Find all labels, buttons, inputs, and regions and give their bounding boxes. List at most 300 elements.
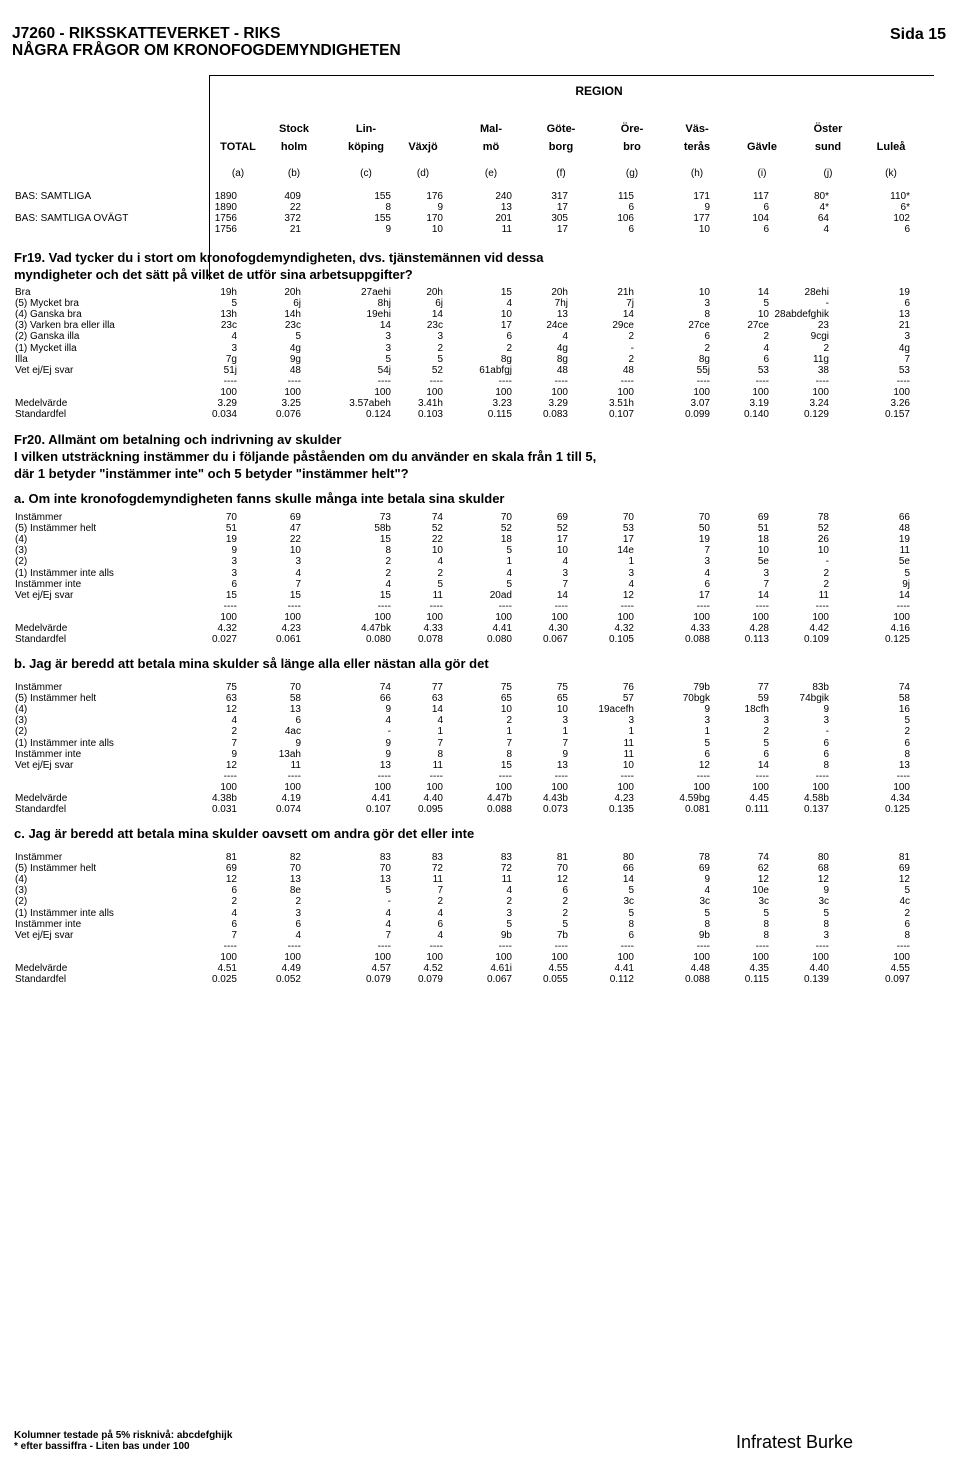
table-cell: 4 <box>562 331 568 343</box>
table-cell: 100 <box>693 611 710 623</box>
table-cell: 6 <box>506 331 512 343</box>
table-cell: 70 <box>379 863 391 875</box>
table-cell: 0.139 <box>803 974 829 986</box>
table-cell: 5 <box>763 907 769 919</box>
table-cell: 1756 <box>214 224 237 235</box>
table-cell: 100 <box>374 386 391 398</box>
table-cell: 2 <box>823 342 829 354</box>
table-cell: 2 <box>231 726 237 738</box>
table-cell: 62 <box>757 863 769 875</box>
table-cell: 48 <box>622 364 634 376</box>
row-label: (5) Instämmer helt <box>15 523 97 535</box>
table-cell: 6 <box>437 918 443 930</box>
table-cell: 0.111 <box>745 804 769 816</box>
table-cell: ---- <box>815 600 829 612</box>
table-cell: 2 <box>704 342 710 354</box>
table-cell: 100 <box>495 386 512 398</box>
table-cell: 19acefh <box>598 704 634 716</box>
table-cell: 0.095 <box>417 804 443 816</box>
table-cell: ---- <box>755 375 769 387</box>
table-cell: 5 <box>763 737 769 749</box>
table-cell: 23c <box>284 320 301 332</box>
table-cell: 0.113 <box>744 634 769 646</box>
table-cell: 5e <box>757 556 769 568</box>
table-cell: 100 <box>220 781 237 793</box>
table-cell: 8e <box>289 885 301 897</box>
table-cell: 5 <box>506 578 512 590</box>
table-cell: 3c <box>623 896 634 908</box>
table-cell: 3.23 <box>492 398 512 409</box>
column-letter: (i) <box>757 168 767 179</box>
table-cell: 3.25 <box>281 398 301 409</box>
table-cell: 11 <box>432 759 443 771</box>
table-cell: 70bgk <box>682 693 710 705</box>
table-cell: 100 <box>551 781 568 793</box>
table-cell: 6 <box>628 929 634 941</box>
table-cell: 201 <box>495 213 512 224</box>
table-cell: 69 <box>698 863 710 875</box>
table-cell: 83 <box>379 852 391 863</box>
table-cell: 80* <box>813 191 829 202</box>
table-cell: 64 <box>817 213 829 224</box>
table-cell: 0.109 <box>803 634 829 646</box>
table-cell: 2 <box>506 896 512 908</box>
table-cell: 74bgik <box>799 693 829 705</box>
table-cell: 9 <box>437 202 443 213</box>
table-cell: 4 <box>437 907 443 919</box>
table-cell: 305 <box>551 213 568 224</box>
table-cell: 9 <box>231 748 237 760</box>
table-cell: 117 <box>753 191 769 202</box>
table-cell: 14 <box>757 589 769 601</box>
table-cell: 7 <box>231 929 237 941</box>
table-cell: ---- <box>377 770 391 782</box>
table-cell: 100 <box>752 611 769 623</box>
table-cell: 66 <box>622 863 634 875</box>
table-cell: 4 <box>704 885 710 897</box>
table-cell: 8 <box>763 918 769 930</box>
column-letter: (h) <box>690 168 704 179</box>
table-cell: 1890 <box>214 191 237 202</box>
table-cell: 11 <box>501 224 512 235</box>
table-cell: 11 <box>290 759 301 771</box>
table-cell: 100 <box>374 951 391 963</box>
table-cell: 3 <box>628 567 634 579</box>
table-cell: 409 <box>284 191 301 202</box>
question-title <box>14 656 489 672</box>
row-label: (3) <box>15 715 28 727</box>
table-cell: 19 <box>225 534 237 546</box>
table-cell: 14 <box>757 287 769 298</box>
table-cell: 4.42 <box>809 623 829 634</box>
table-cell: 51j <box>223 364 237 376</box>
question-title-line: Fr20. Allmänt om betalning och indrivning av skulder <box>14 432 342 447</box>
table-cell: 104 <box>752 213 769 224</box>
row-label: (2) <box>15 556 28 568</box>
table-cell: 80 <box>817 852 829 863</box>
table-cell: 100 <box>893 951 910 963</box>
column-header: TOTAL <box>220 141 256 153</box>
table-cell: 59 <box>757 693 769 705</box>
row-label: (4) <box>15 704 28 716</box>
table-cell: 9 <box>823 704 829 716</box>
table-cell: 5 <box>628 907 634 919</box>
table-cell: 38 <box>817 364 829 376</box>
table-cell: 100 <box>617 611 634 623</box>
table-cell: ---- <box>498 940 512 952</box>
table-cell: 5 <box>628 885 634 897</box>
question-title <box>14 826 474 842</box>
table-cell: 16 <box>898 704 910 716</box>
row-label: Medelvärde <box>15 963 68 974</box>
table-cell: 2 <box>628 331 634 343</box>
table-cell: 11 <box>818 589 829 601</box>
table-cell: 9 <box>385 748 391 760</box>
table-cell: 4 <box>231 331 237 343</box>
row-label: Standardfel <box>15 804 67 816</box>
row-label: (1) Instämmer inte alls <box>15 737 114 749</box>
table-cell: ---- <box>554 600 568 612</box>
table-cell: 155 <box>374 191 391 202</box>
table-cell: 100 <box>284 611 301 623</box>
table-cell: 3.29 <box>217 398 237 409</box>
table-cell: 100 <box>752 386 769 398</box>
table-cell: 14 <box>431 309 443 321</box>
table-cell: - <box>630 342 634 354</box>
column-header-top: Öre- <box>620 123 644 135</box>
table-cell: 4 <box>295 929 301 941</box>
table-cell: 19 <box>898 534 910 546</box>
table-cell: 4.61i <box>490 963 512 974</box>
table-cell: 0.052 <box>275 974 301 986</box>
table-cell: 69 <box>757 512 769 523</box>
table-cell: 10e <box>752 885 769 897</box>
table-cell: 5 <box>704 737 710 749</box>
table-cell: 17 <box>622 534 634 546</box>
table-cell: 10 <box>431 224 443 235</box>
table-cell: 75 <box>500 682 512 693</box>
table-cell: 9 <box>231 545 237 557</box>
table-cell: 79b <box>693 682 710 693</box>
table-cell: 8 <box>823 918 829 930</box>
table-cell: 77 <box>431 682 443 693</box>
table-cell: 6 <box>295 918 301 930</box>
table-cell: 0.124 <box>365 409 391 421</box>
table-cell: 9 <box>385 704 391 716</box>
table-cell: 0.129 <box>803 409 829 421</box>
table-cell: 52 <box>556 523 568 535</box>
row-label: Vet ej/Ej svar <box>15 759 74 771</box>
table-cell: 4.32 <box>614 623 634 634</box>
table-cell: 4 <box>231 715 237 727</box>
table-cell: 7 <box>295 578 301 590</box>
question-title-line: c. Jag är beredd att betala mina skulder oavsett om andra gör det eller inte <box>14 826 475 841</box>
table-cell: 0.079 <box>417 974 443 986</box>
table-cell: ---- <box>429 940 443 952</box>
table-cell: 11 <box>899 545 910 557</box>
table-cell: 2 <box>385 567 391 579</box>
table-cell: 0.103 <box>417 409 443 421</box>
table-cell: 3c <box>758 896 769 908</box>
table-cell: 52 <box>431 364 443 376</box>
table-cell: 3.19 <box>749 398 769 409</box>
table-cell: 100 <box>284 386 301 398</box>
table-cell: 2 <box>628 353 634 365</box>
table-cell: 5 <box>904 567 910 579</box>
table-cell: 61abfgj <box>479 364 512 376</box>
table-cell: 66 <box>898 512 910 523</box>
table-cell: 3 <box>385 331 391 343</box>
table-cell: 15 <box>379 589 391 601</box>
table-cell: 27ce <box>688 320 710 332</box>
table-cell: 4.55 <box>548 963 568 974</box>
column-header: köping <box>347 141 385 153</box>
table-cell: 8 <box>763 929 769 941</box>
table-cell: 14e <box>617 545 634 557</box>
row-label: Medelvärde <box>15 793 68 804</box>
table-cell: ---- <box>620 940 634 952</box>
table-cell: 8 <box>385 202 391 213</box>
table-cell: 70 <box>622 512 634 523</box>
table-cell: 6 <box>231 578 237 590</box>
table-cell: 70 <box>289 682 301 693</box>
table-cell: 100 <box>374 781 391 793</box>
table-cell: 0.105 <box>608 634 634 646</box>
table-cell: ---- <box>620 375 634 387</box>
table-cell: 2 <box>506 342 512 354</box>
table-cell: 20ad <box>489 589 512 601</box>
table-cell: 3 <box>704 715 710 727</box>
table-cell: 9j <box>902 578 910 590</box>
table-cell: 1 <box>628 726 634 738</box>
table-cell: 4.47bk <box>360 623 391 634</box>
column-header-top: Väs- <box>685 123 709 135</box>
table-cell: 9 <box>385 224 391 235</box>
table-cell: 7 <box>437 885 443 897</box>
table-cell: 2 <box>823 578 829 590</box>
column-header: holm <box>280 141 308 153</box>
table-cell: ---- <box>287 940 301 952</box>
table-cell: 29ce <box>612 320 634 332</box>
table-cell: 3 <box>231 342 237 354</box>
row-label: (3) <box>15 545 28 557</box>
table-cell: 55j <box>696 364 710 376</box>
table-cell: 20h <box>284 287 301 298</box>
table-cell: 2 <box>506 715 512 727</box>
table-cell: 4.52 <box>423 963 443 974</box>
column-letter: (e) <box>484 168 498 179</box>
row-label: Illa <box>15 353 28 365</box>
table-cell: ---- <box>498 600 512 612</box>
table-cell: 8 <box>904 929 910 941</box>
row-label: (3) Varken bra eller illa <box>15 320 115 332</box>
table-cell: 4.33 <box>690 623 710 634</box>
table-cell: 65 <box>500 693 512 705</box>
table-cell: 6 <box>704 331 710 343</box>
table-cell: 6* <box>900 202 910 213</box>
table-cell: - <box>387 726 391 738</box>
table-cell: 4.30 <box>548 623 568 634</box>
table-cell: 3 <box>562 715 568 727</box>
table-cell: 6 <box>704 748 710 760</box>
column-header: Växjö <box>408 141 438 153</box>
table-cell: 68 <box>817 863 829 875</box>
table-cell: 81 <box>225 852 237 863</box>
table-cell: ---- <box>223 940 237 952</box>
table-cell: 0.115 <box>487 409 512 421</box>
table-cell: ---- <box>554 770 568 782</box>
table-cell: 4.41 <box>614 963 634 974</box>
table-cell: 18 <box>757 534 769 546</box>
table-cell: 4.43b <box>542 793 568 804</box>
table-cell: 8 <box>904 748 910 760</box>
table-cell: 3.51h <box>608 398 634 409</box>
table-cell: 3.07 <box>690 398 710 409</box>
table-cell: 10 <box>757 309 769 321</box>
table-cell: 7 <box>562 737 568 749</box>
table-cell: 5 <box>437 353 443 365</box>
table-cell: 5 <box>231 298 237 310</box>
column-header: Gävle <box>747 141 777 153</box>
table-cell: 3 <box>562 567 568 579</box>
table-cell: 9cgi <box>810 331 829 343</box>
table-cell: ---- <box>429 770 443 782</box>
table-cell: ---- <box>223 600 237 612</box>
table-cell: 4.59bg <box>679 793 710 804</box>
row-label: Medelvärde <box>15 623 68 634</box>
table-cell: 7 <box>704 545 710 557</box>
table-cell: 10 <box>817 545 829 557</box>
table-cell: 4ac <box>284 726 301 738</box>
table-cell: 170 <box>426 213 443 224</box>
question-title-line: myndigheter och det sätt på vilket de utför sina arbetsuppgifter? <box>14 267 413 282</box>
row-label: (4) Ganska bra <box>15 309 82 321</box>
table-cell: 155 <box>374 213 391 224</box>
question-title <box>14 432 596 508</box>
footnote-significance: Kolumner testade på 5% risknivå: abcdefghijk <box>14 1430 233 1441</box>
table-cell: 7 <box>763 578 769 590</box>
table-cell: 74 <box>757 852 769 863</box>
table-cell: 8g <box>556 353 568 365</box>
column-header: sund <box>814 141 842 153</box>
table-cell: 100 <box>812 386 829 398</box>
table-cell: 8 <box>704 918 710 930</box>
table-cell: 4.32 <box>217 623 237 634</box>
column-header-top: Lin- <box>355 123 377 135</box>
table-cell: 53 <box>898 364 910 376</box>
table-cell: ---- <box>696 940 710 952</box>
table-cell: 4.55 <box>890 963 910 974</box>
question-title-line <box>14 483 596 491</box>
table-cell: 4.57 <box>371 963 391 974</box>
table-cell: 5 <box>904 715 910 727</box>
table-cell: 4 <box>231 907 237 919</box>
table-cell: 6 <box>763 224 769 235</box>
column-letter: (a) <box>231 168 245 179</box>
table-cell: 7 <box>231 737 237 749</box>
table-cell: 100 <box>617 781 634 793</box>
table-cell: 4 <box>437 715 443 727</box>
table-cell: 20h <box>551 287 568 298</box>
table-cell: 1756 <box>214 213 237 224</box>
table-cell: 10 <box>500 309 512 321</box>
table-cell: 5e <box>898 556 910 568</box>
table-cell: 11 <box>623 748 634 760</box>
table-cell: 26 <box>817 534 829 546</box>
table-cell: 372 <box>284 213 301 224</box>
row-label: (5) Mycket bra <box>15 298 79 310</box>
table-cell: 9 <box>704 704 710 716</box>
table-cell: 2 <box>385 556 391 568</box>
table-cell: 8 <box>704 309 710 321</box>
table-cell: 9g <box>289 353 301 365</box>
table-cell: 2 <box>562 907 568 919</box>
question-title-line: där 1 betyder "instämmer inte" och 5 betyder "instämmer helt"? <box>14 466 409 481</box>
table-cell: 15 <box>500 759 512 771</box>
table-cell: 78 <box>817 512 829 523</box>
table-cell: - <box>387 896 391 908</box>
table-cell: 2 <box>763 331 769 343</box>
table-cell: 0.061 <box>275 634 301 646</box>
question-title-line: b. Jag är beredd att betala mina skulder så länge alla eller nästan alla gör det <box>14 656 489 671</box>
table-cell: 28ehi <box>804 287 829 298</box>
table-cell: 5 <box>904 885 910 897</box>
table-cell: 9 <box>823 885 829 897</box>
table-cell: ---- <box>498 770 512 782</box>
column-header-top: Mal- <box>480 123 502 135</box>
table-cell: 83 <box>500 852 512 863</box>
table-cell: 69 <box>225 863 237 875</box>
table-cell: 17 <box>556 202 568 213</box>
column-letter: (g) <box>625 168 639 179</box>
row-label: (1) Mycket illa <box>15 342 77 354</box>
row-label: (5) Instämmer helt <box>15 863 97 875</box>
table-cell: 0.135 <box>608 804 634 816</box>
table-cell: 69 <box>289 512 301 523</box>
table-cell: 10 <box>698 287 710 298</box>
table-cell: 14 <box>622 874 634 886</box>
table-cell: 6 <box>823 737 829 749</box>
table-cell: 12 <box>622 589 634 601</box>
table-cell: 3 <box>704 298 710 310</box>
column-letter: (d) <box>416 168 430 179</box>
table-cell: 4 <box>562 556 568 568</box>
table-cell: 83b <box>812 682 829 693</box>
page-number: Sida 15 <box>889 26 946 43</box>
table-cell: 100 <box>495 951 512 963</box>
table-cell: 5 <box>763 298 769 310</box>
table-cell: 48 <box>556 364 568 376</box>
table-cell: 100 <box>374 611 391 623</box>
table-cell: 27aehi <box>360 287 391 298</box>
table-cell: 7 <box>904 353 910 365</box>
table-cell: ---- <box>696 375 710 387</box>
table-cell: 4.40 <box>423 793 443 804</box>
table-cell: 0.027 <box>211 634 237 646</box>
row-label: Instämmer inte <box>15 578 82 590</box>
table-cell: 23c <box>426 320 443 332</box>
table-cell: 1 <box>506 726 512 738</box>
table-cell: 0.073 <box>542 804 568 816</box>
table-cell: ---- <box>896 600 910 612</box>
table-cell: 2 <box>231 896 237 908</box>
table-cell: 17 <box>500 320 512 332</box>
table-cell: 6 <box>704 578 710 590</box>
table-cell: 7 <box>385 929 391 941</box>
table-cell: 4.34 <box>890 793 910 804</box>
table-cell: 75 <box>556 682 568 693</box>
table-cell: 1 <box>562 726 568 738</box>
